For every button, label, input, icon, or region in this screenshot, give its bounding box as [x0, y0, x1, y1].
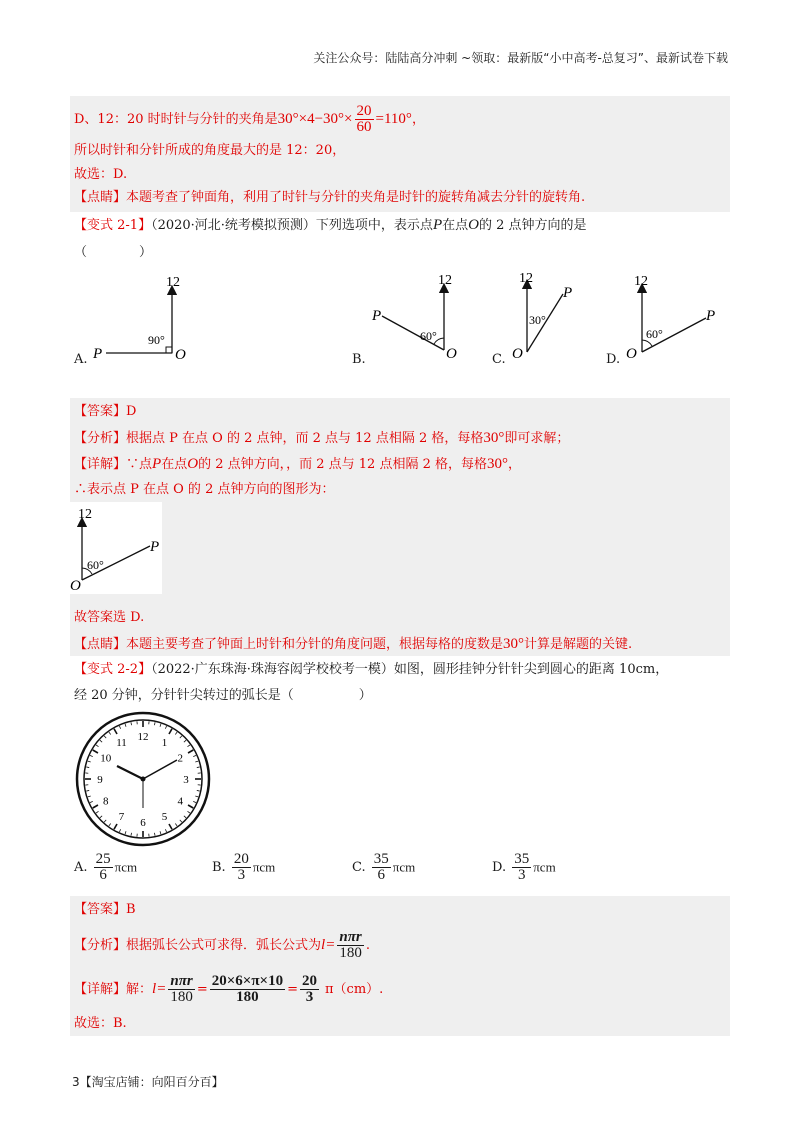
analysis-line: 【分析】根据点 P 在点 O 的 2 点钟，而 2 点与 12 点相隔 2 格，每格30°即可求解；: [74, 430, 570, 446]
fraction: $\frac{20}{3}$: [302, 973, 318, 1005]
point-o-label: O: [175, 347, 186, 363]
point-o-label: O: [512, 346, 523, 362]
clock-numeral: 6: [140, 817, 146, 829]
result-figure: [70, 502, 162, 594]
fraction: $\frac{35}{3}$: [514, 851, 530, 883]
answer-line: 【答案】D: [74, 404, 137, 419]
point-o-label: O: [446, 346, 457, 362]
twelve-label: 12: [519, 271, 533, 286]
question-2-2-stem-2: 经 20 分钟，分针针尖转过的弧长是（ ）: [74, 688, 372, 703]
question-tag: 【变式 2-2】: [74, 662, 152, 677]
option-c-letter: C.: [492, 352, 506, 367]
clock-numeral: 9: [97, 774, 103, 786]
fraction: $\frac{20}{60}$: [356, 103, 372, 135]
twelve-label: 12: [634, 274, 648, 289]
clock-numeral: 12: [137, 731, 149, 743]
option-a-letter: A.: [74, 352, 88, 367]
clock-numeral: 3: [183, 774, 189, 786]
question-2-1-stem: 【变式 2-1】（2020·河北·统考模拟预测）下列选项中，表示点P在点O的 2 点钟方向的是: [74, 217, 587, 233]
solution-line-3: 故选：D.: [74, 167, 128, 182]
twelve-label: 12: [166, 275, 180, 290]
option-d-letter: D.: [606, 352, 621, 367]
option-d-figure: [622, 268, 722, 368]
fraction: $\frac{20}{3}$: [233, 851, 249, 883]
solution-line-2: 所以时针和分针所成的角度最大的是 12：20，: [74, 143, 346, 158]
fraction: $\frac{\text{nπr}}{180}$: [170, 973, 193, 1005]
clock-numeral: 1: [161, 736, 168, 749]
solution-line-d: D、12：20 时时针与分针的夹角是30°×4−30°× $\frac{20}{60}$ =110°，: [74, 103, 425, 135]
conclusion-line: 故选：B.: [74, 1016, 127, 1031]
clock-numeral: 4: [177, 795, 183, 808]
conclusion-line: 故答案选 D.: [74, 610, 145, 625]
angle-label: 90°: [148, 333, 165, 347]
page-footer: 3【淘宝店铺：向阳百分百】: [72, 1075, 224, 1089]
option-c: C. $\frac{35}{6}$ πcm: [352, 851, 416, 883]
tip-line-1: 【点睛】本题考查了钟面角，利用了时针与分针的夹角是时针的旋转角减去分针的旋转角.: [74, 190, 586, 205]
option-a-figure: [90, 268, 200, 368]
tip-line-2: 【点睛】本题主要考查了钟面上时针和分针的角度问题，根据每格的度数是30°计算是解题的关键.: [74, 636, 633, 652]
angle-label: 60°: [420, 329, 437, 343]
point-o-label: O: [70, 578, 81, 594]
point-p-label: P: [563, 285, 573, 301]
point-p-label: P: [706, 308, 716, 324]
option-b-figure: [362, 268, 472, 368]
clock-numeral: 8: [103, 795, 109, 808]
fraction: $\frac{35}{6}$: [373, 851, 389, 883]
fraction: $\frac{25}{6}$: [95, 851, 111, 883]
clock-numeral: 11: [116, 736, 127, 749]
angle-expression: 30°×4−30°×: [277, 111, 353, 127]
option-c-figure: [505, 264, 590, 368]
clock-numeral: 5: [161, 811, 168, 824]
detail-line: 【详解】解：l= $\frac{\text{nπr}}{180}$ = $\frac{20\times 6\times\pi\times 10}{180}$ = $\frac{20}{3}$ π（cm）.: [74, 973, 384, 1005]
fraction: $\frac{20\times 6\times\pi\times 10}{180}$: [211, 973, 284, 1005]
detail-line: 【详解】∵点P在点O的 2 点钟方向，，而 2 点与 12 点相隔 2 格，每格30°，: [74, 456, 521, 472]
twelve-label: 12: [78, 507, 92, 522]
question-2-1-paren: （ ）: [74, 245, 153, 260]
angle-label: 60°: [646, 327, 663, 341]
solution-shade-3: [70, 896, 730, 1036]
point-o-label: O: [626, 346, 637, 362]
clock-figure: [74, 710, 212, 848]
point-p-label: P: [372, 308, 382, 324]
clock-numeral: 10: [100, 752, 112, 765]
therefore-line: ∴表示点 P 在点 O 的 2 点钟方向的图形为：: [74, 482, 335, 497]
point-p-label: P: [150, 539, 160, 555]
option-b-letter: B.: [352, 352, 366, 367]
angle-label: 30°: [529, 313, 546, 327]
clock-numeral: 7: [118, 811, 125, 824]
angle-label: 60°: [87, 558, 104, 572]
answer-line: 【答案】B: [74, 902, 136, 917]
clock-numeral: 2: [177, 752, 183, 765]
page-header: 关注公众号：陆陆高分冲刺 ~领取：最新版“小中高考-总复习”、最新试卷下载: [313, 51, 728, 65]
twelve-label: 12: [438, 273, 452, 288]
option-b: B. $\frac{20}{3}$ πcm: [212, 851, 276, 883]
option-a: A. $\frac{25}{6}$ πcm: [74, 851, 138, 883]
analysis-line: 【分析】根据弧长公式可求得．弧长公式为l= $\frac{\text{nπr}}{180}$ .: [74, 929, 370, 961]
fraction: $\frac{\text{nπr}}{180}$: [339, 929, 362, 961]
question-2-2-stem: 【变式 2-2】（2022·广东珠海·珠海容闳学校校考一模）如图，圆形挂钟分针针尖到圆心的距离 10cm，: [74, 662, 669, 677]
point-p-label: P: [93, 346, 103, 362]
question-tag: 【变式 2-1】: [74, 218, 152, 233]
option-d: D. $\frac{35}{3}$ πcm: [492, 851, 556, 883]
